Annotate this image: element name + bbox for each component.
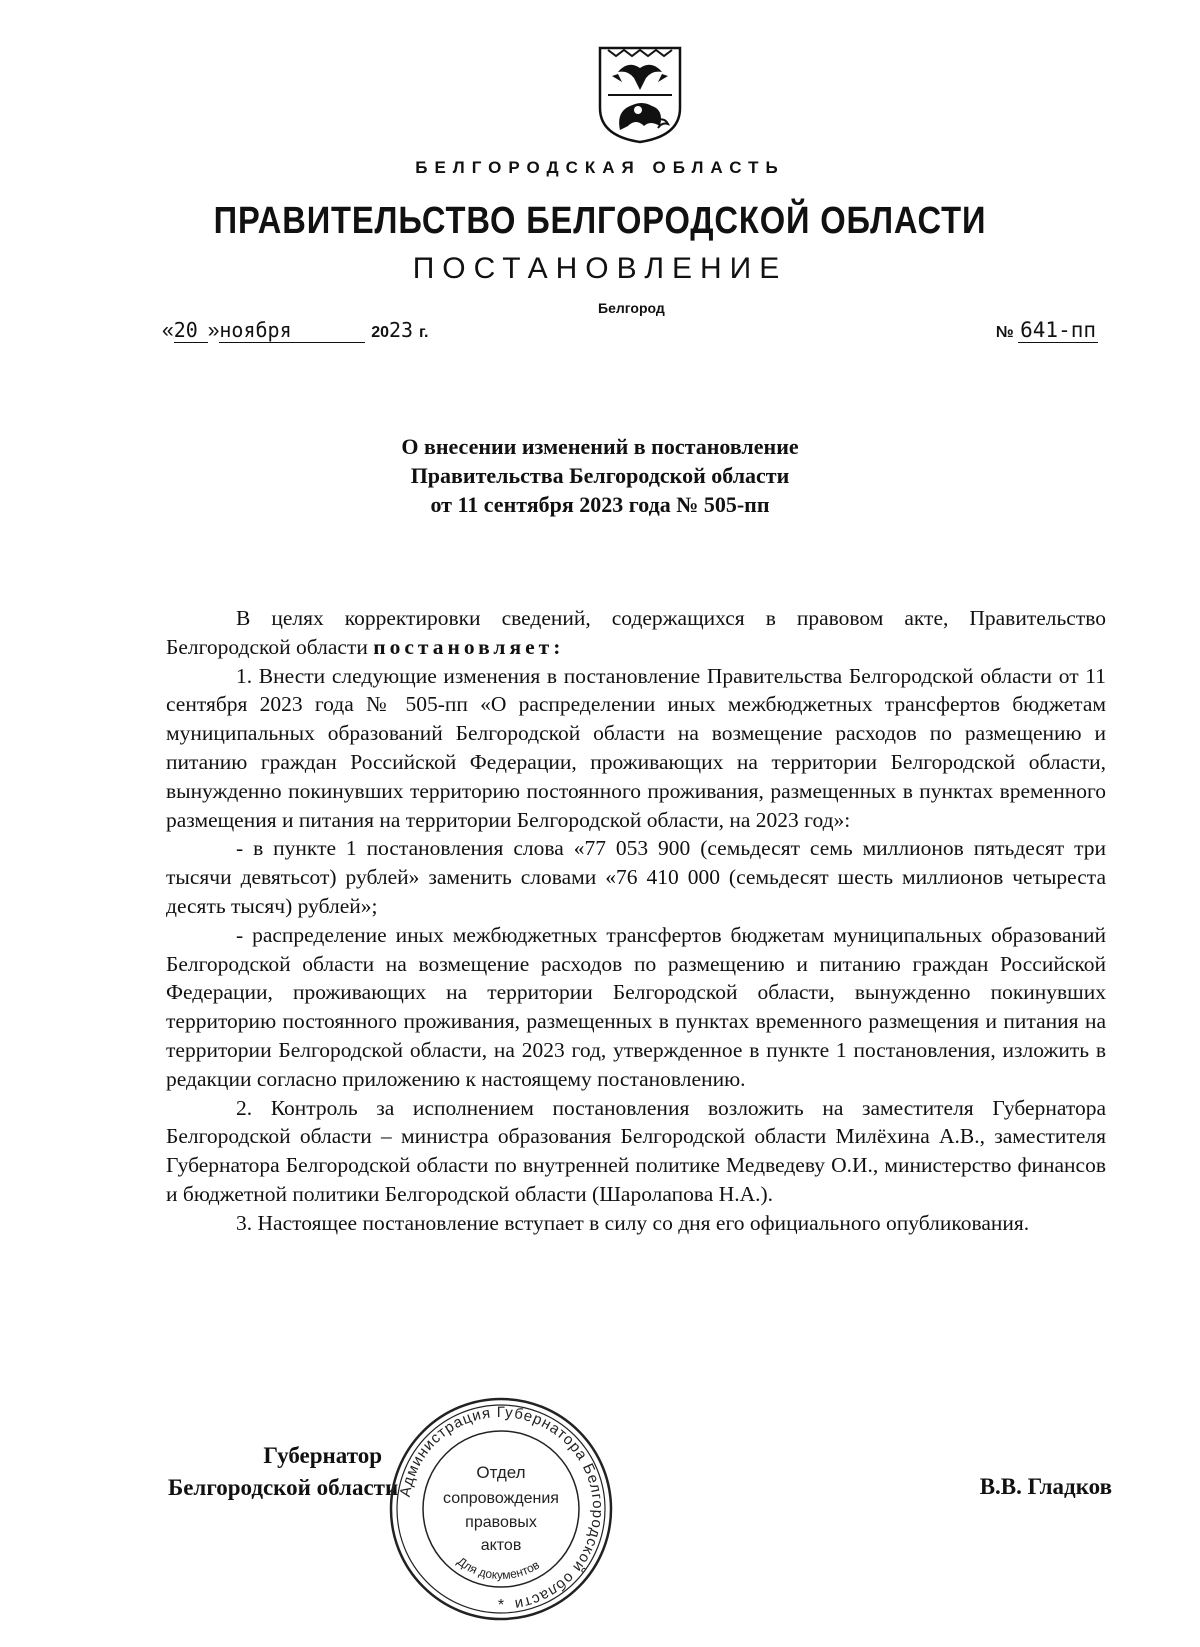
date-day: 20: [174, 318, 208, 343]
date-month: ноября: [219, 318, 365, 343]
svg-text:Для документов: Для документов: [454, 1554, 542, 1583]
region-heading: БЕЛГОРОДСКАЯ ОБЛАСТЬ: [415, 158, 785, 177]
issue-city: Белгород: [598, 300, 665, 316]
coat-of-arms-emblem: [598, 46, 682, 144]
svg-text:сопровождения: сопровождения: [443, 1490, 559, 1507]
decree-number: № 641-пп: [995, 318, 1096, 342]
svg-text:Администрация Губернатора Белг: Администрация Губернатора Белгородской области: [396, 1403, 607, 1614]
svg-text:актов: актов: [480, 1537, 522, 1554]
document-type-heading: ПОСТАНОВЛЕНИЕ: [412, 252, 788, 285]
paragraph-1: 1. Внести следующие изменения в постановление Правительства Белгородской области от 11 сентября 2023 года № 505-пп «О распределении иных межбюджетных трансфертов бюджетам муниципальных образований Белгородской области на возмещение расходов по размещению и питанию граждан Российской Федерации, проживающих на территории Белгородской области, вынужденно покинувших территорию постоянного проживания, размещенных в пунктах временного размещения и питания на территории Белгородской области, на 2023 год»:: [166, 663, 1106, 832]
svg-text:правовых: правовых: [465, 1514, 537, 1531]
svg-text:Отдел: Отдел: [476, 1463, 526, 1482]
date-year: 23: [389, 318, 414, 342]
signatory-name: В.В. Гладков: [979, 1474, 1112, 1499]
signatory-position: Губернатор Белгородской области: [168, 1443, 399, 1500]
document-body: [166, 604, 1106, 1238]
decree-date: «20 »ноября 2023 г.: [162, 318, 429, 342]
paragraph-2: 2. Контроль за исполнением постановления возложить на заместителя Губернатора Белгородской области – министра образования Белгородской области Милёхина А.В., заместителя Губернатора Белгородской области по внутренней политике Медведеву О.И., министерство финансов и бюджетной политики Белгородской области (Шаролапова Н.А.).: [166, 1095, 1106, 1206]
paragraph-3: 3. Настоящее постановление вступает в силу со дня его официального опубликования.: [236, 1210, 1030, 1235]
official-stamp: [388, 1396, 614, 1622]
svg-text:*: *: [497, 1597, 505, 1614]
intro-paragraph: В целях корректировки сведений, содержащихся в правовом акте, Правительство Белгородской области постановляет:: [166, 606, 1106, 659]
document-title: О внесении изменений в постановление Правительства Белгородской области от 11 сентября 2023 года № 505-пп: [401, 434, 799, 517]
paragraph-1b: - распределение иных межбюджетных трансфертов бюджетам муниципальных образований Белгородской области на возмещение расходов по размещению и питанию граждан Российской Федерации, проживающих на территории Белгородской области, вынужденно покинувших территорию постоянного проживания, размещенных в пунктах временного размещения и питания на территории Белгородской области, на 2023 год, утвержденное в пункте 1 постановления, изложить в редакции согласно приложению к настоящему постановлению.: [166, 922, 1106, 1091]
government-heading: ПРАВИТЕЛЬСТВО БЕЛГОРОДСКОЙ ОБЛАСТИ: [213, 200, 987, 242]
paragraph-1a: - в пункте 1 постановления слова «77 053 900 (семьдесят семь миллионов пятьдесят три тысячи девятьсот) рублей» заменить словами «76 410 000 (семьдесят шесть миллионов четыреста десять тысяч) рублей»;: [166, 836, 1106, 918]
decree-number-value: 641-пп: [1020, 318, 1096, 342]
